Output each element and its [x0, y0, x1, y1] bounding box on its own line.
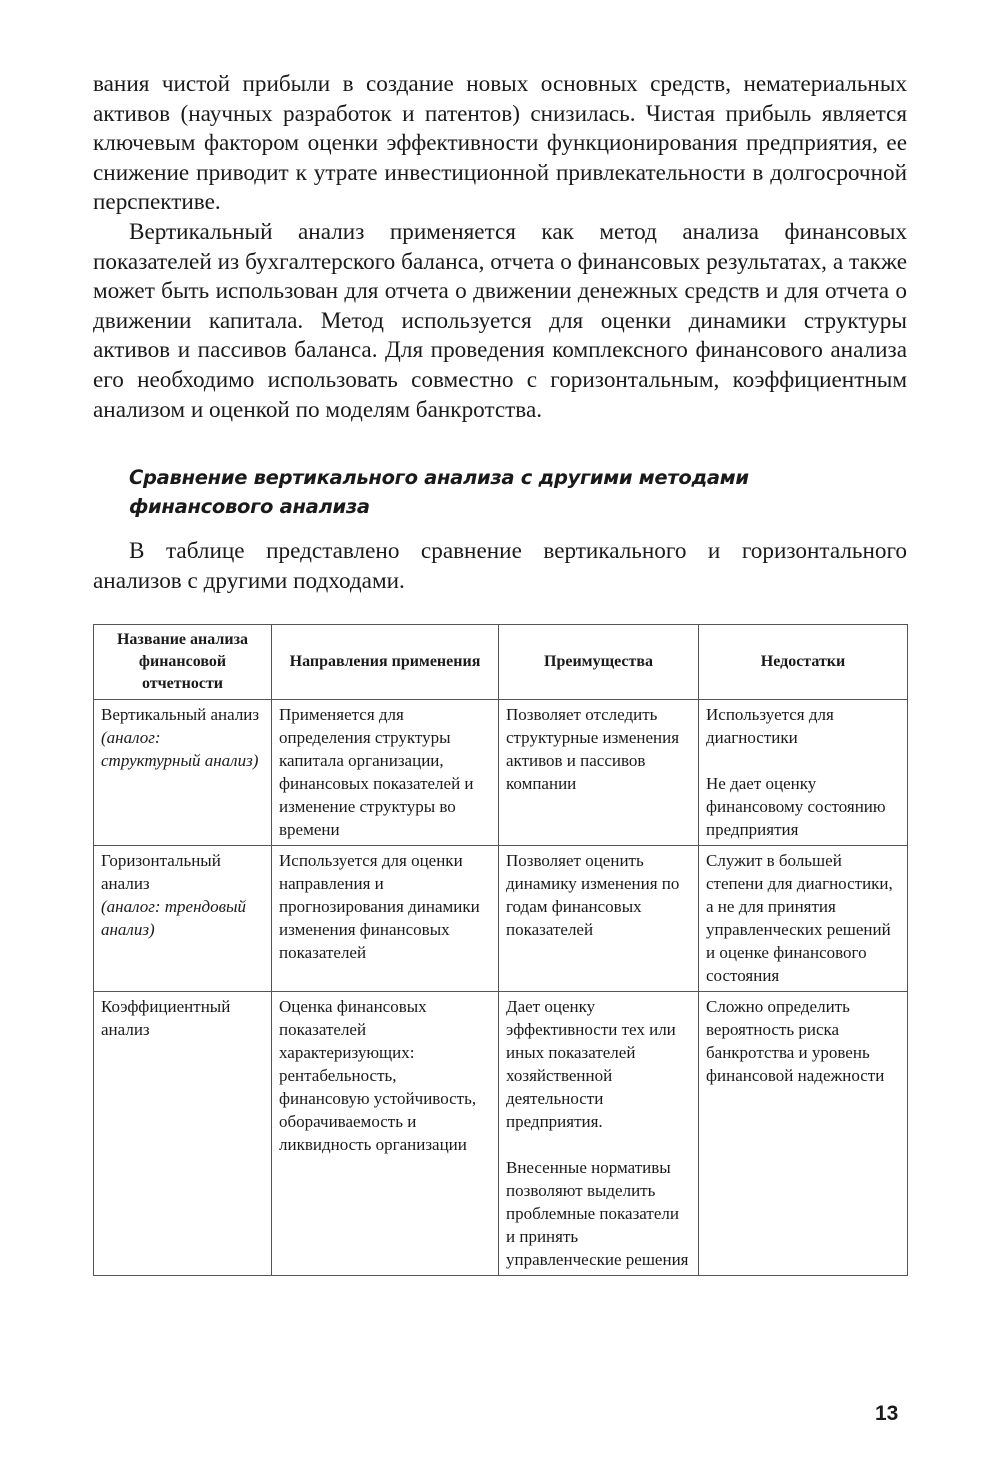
- section-heading-line-1: Сравнение вертикального анализа с другими методами: [129, 466, 749, 490]
- section-heading-line-2: финансового анализа: [129, 495, 370, 519]
- disadvantage-text: Используется для диагностики: [706, 705, 834, 747]
- cell-advantages: [499, 992, 699, 1276]
- cell-application: Оценка финансовых показателей характеризующих: рентабельность, финансовую устойчивость, оборачиваемость и ликвидность организации: [272, 992, 499, 1276]
- cell-application: Применяется для определения структуры капитала организации, финансовых показателей и изменение структуры во времени: [272, 700, 499, 846]
- section-heading: [129, 463, 907, 521]
- advantage-text: Внесенные нормативы позволяют выделить проблемные показатели и принять управленческие решения: [506, 1158, 689, 1269]
- cell-name: Коэффициентный анализ: [94, 992, 272, 1276]
- cell-disadvantages: [699, 700, 908, 846]
- page-number: 13: [875, 1402, 899, 1425]
- paragraph-2: Вертикальный анализ применяется как метод анализа финансовых показателей из бухгалтерского баланса, отчета о финансовых результатах, а также может быть использован для отчета о движении денежных средств и для отчета о движении капитала. Метод используется для оценки динамики структуры активов и пассивов баланса. Для проведения комплексного финансового анализа его необходимо использовать совместно с горизонтальным, коэффициентным анализом и оценкой по моделям банкротства.: [93, 218, 907, 423]
- cell-advantages: Позволяет оценить динамику изменения по годам финансовых показателей: [499, 846, 699, 992]
- table-header-row: [94, 625, 908, 700]
- disadvantage-text: Не дает оценку финансовому состоянию предприятия: [706, 774, 886, 839]
- advantage-text: Дает оценку эффективности тех или иных показателей хозяйственной деятельности предприятия.: [506, 997, 676, 1131]
- cell-application: Используется для оценки направления и прогнозирования динамики изменения финансовых показателей: [272, 846, 499, 992]
- comparison-table: [93, 624, 908, 1276]
- analysis-analog: (аналог: структурный анализ): [101, 728, 259, 770]
- table-row: [94, 846, 908, 992]
- analysis-name: Вертикальный анализ: [101, 705, 260, 724]
- cell-name: [94, 846, 272, 992]
- header-advantages: Преимущества: [499, 625, 699, 700]
- table-intro: В таблице представлено сравнение вертикального и горизонтального анализов с другими подходами.: [93, 538, 907, 594]
- cell-disadvantages: Служит в большей степени для диагностики, а не для принятия управленческих решений и оценке финансового состояния: [699, 846, 908, 992]
- cell-disadvantages: Сложно определить вероятность риска банкротства и уровень финансовой надежности: [699, 992, 908, 1276]
- paragraph-1: вания чистой прибыли в создание новых основных средств, нематериальных активов (научных разработок и патентов) снизилась. Чистая прибыль является ключевым фактором оценки эффективности функционирования предприятия, ее снижение приводит к утрате инвестиционной привлекательности в долгосрочной перспективе.: [93, 71, 907, 216]
- table-row: [94, 700, 908, 846]
- header-analysis-name: Название анализа финансовой отчетности: [94, 625, 272, 700]
- cell-name: [94, 700, 272, 846]
- analysis-name: Горизонтальный анализ: [101, 851, 221, 893]
- table-row: [94, 992, 908, 1276]
- analysis-analog: (аналог: трендовый анализ): [101, 897, 247, 939]
- page-content: [93, 70, 907, 596]
- cell-advantages: Позволяет отследить структурные изменения активов и пассивов компании: [499, 700, 699, 846]
- header-application: Направления применения: [272, 625, 499, 700]
- header-disadvantages: Недостатки: [699, 625, 908, 700]
